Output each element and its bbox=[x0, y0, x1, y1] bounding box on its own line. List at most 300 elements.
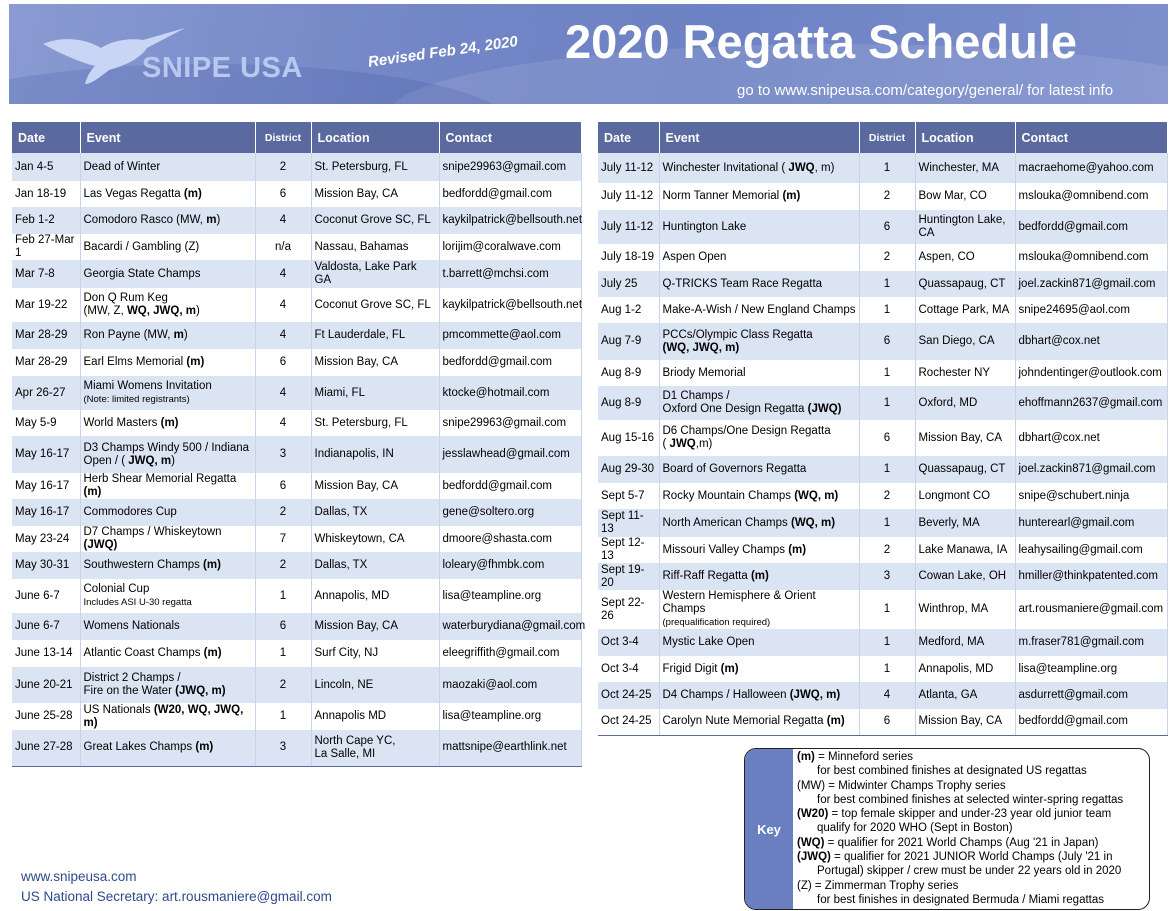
row-district: n/a bbox=[255, 234, 311, 260]
row-contact-email[interactable]: mattsnipe@earthlink.net bbox=[439, 730, 581, 766]
row-event bbox=[80, 579, 255, 613]
event-note: (Note: limited registrants) bbox=[83, 394, 190, 405]
row-contact-email[interactable]: loleary@fhmbk.com bbox=[439, 552, 581, 579]
event-tail: ) bbox=[195, 305, 200, 317]
row-contact-email[interactable]: dbhart@cox.net bbox=[1015, 323, 1167, 360]
table-row bbox=[12, 579, 581, 613]
table-row bbox=[12, 703, 581, 730]
table-row bbox=[598, 323, 1167, 360]
row-contact-email[interactable]: kaykilpatrick@bellsouth.net bbox=[439, 288, 581, 322]
event-name bbox=[84, 559, 252, 572]
key-line bbox=[797, 879, 1147, 893]
footer-url[interactable]: www.snipeusa.com bbox=[21, 869, 137, 884]
row-contact-email[interactable]: leahysailing@gmail.com bbox=[1015, 537, 1167, 563]
location-line: Aspen, CO bbox=[918, 251, 975, 263]
table-row bbox=[598, 590, 1167, 629]
row-contact-email[interactable]: snipe@schubert.ninja bbox=[1015, 483, 1167, 509]
location-line: Lake Manawa, IA bbox=[918, 543, 1008, 556]
row-event bbox=[659, 563, 859, 590]
table-row bbox=[12, 499, 581, 526]
row-date: Mar 28-29 bbox=[12, 322, 80, 349]
event-series: (WQ, m) bbox=[794, 489, 839, 502]
row-district: 4 bbox=[255, 207, 311, 234]
row-district: 1 bbox=[859, 360, 915, 386]
row-location bbox=[915, 656, 1015, 682]
row-event bbox=[80, 410, 255, 436]
key-line bbox=[797, 764, 1147, 778]
table-row bbox=[598, 537, 1167, 563]
row-location bbox=[915, 483, 1015, 509]
event-title: Rocky Mountain Champs bbox=[662, 489, 791, 502]
table-row bbox=[12, 288, 581, 322]
event-line2 bbox=[663, 403, 856, 416]
event-title: Missouri Valley Champs bbox=[662, 543, 785, 556]
row-event bbox=[80, 703, 255, 730]
event-name bbox=[84, 647, 252, 660]
row-date: May 5-9 bbox=[12, 410, 80, 436]
row-location bbox=[915, 297, 1015, 323]
location-line2: La Salle, MI bbox=[314, 747, 376, 760]
event-title: World Masters bbox=[83, 416, 158, 429]
event-series: (m) bbox=[782, 190, 801, 202]
event-tail: ,m) bbox=[695, 438, 713, 450]
row-district: 6 bbox=[859, 210, 915, 244]
key-line bbox=[797, 779, 1147, 793]
key-text: for best combined finishes at selected winter-spring regattas bbox=[817, 793, 1124, 806]
event-series: (m) bbox=[186, 356, 205, 368]
row-contact-email[interactable]: bedfordd@gmail.com bbox=[439, 181, 581, 207]
table-row bbox=[12, 234, 581, 260]
row-contact-email[interactable]: t.barrett@mchsi.com bbox=[439, 260, 581, 288]
event-name bbox=[663, 490, 856, 503]
row-contact-email[interactable]: joel.zackin871@gmail.com bbox=[1015, 271, 1167, 297]
location-line: Medford, MA bbox=[918, 636, 985, 648]
row-district: 2 bbox=[255, 153, 311, 181]
row-date: Oct 24-25 bbox=[598, 709, 659, 735]
event-series: (m) bbox=[83, 486, 102, 498]
event-name bbox=[84, 188, 252, 201]
row-event bbox=[659, 682, 859, 709]
row-contact-email[interactable]: lisa@teampline.org bbox=[1015, 656, 1167, 682]
row-date: May 16-17 bbox=[12, 436, 80, 473]
key-code: (m) bbox=[797, 751, 815, 763]
row-contact-email[interactable]: lorijim@coralwave.com bbox=[439, 234, 581, 260]
event-title: Herb Shear Memorial Regatta bbox=[83, 473, 237, 485]
location-line: Quassapaug, CT bbox=[918, 463, 1006, 475]
event-name bbox=[663, 221, 856, 234]
location-line: Cottage Park, MA bbox=[918, 303, 1010, 316]
row-location bbox=[311, 349, 439, 376]
row-contact-email[interactable]: jesslawhead@gmail.com bbox=[439, 436, 581, 473]
row-contact-email[interactable]: snipe29963@gmail.com bbox=[439, 153, 581, 181]
location-line: Huntington Lake, bbox=[918, 214, 1006, 226]
col-event-header: Event bbox=[659, 122, 859, 153]
event-name bbox=[84, 161, 252, 174]
row-district: 2 bbox=[859, 483, 915, 509]
row-date: Aug 7-9 bbox=[598, 323, 659, 360]
row-event bbox=[659, 420, 859, 456]
event-tail: , m) bbox=[814, 161, 835, 174]
event-line2-text: Oxford One Design Regatta bbox=[662, 403, 805, 415]
row-location bbox=[311, 730, 439, 766]
row-event bbox=[80, 376, 255, 410]
event-title: D7 Champs / Whiskeytown bbox=[83, 526, 222, 538]
key-line bbox=[797, 750, 1147, 764]
table-row bbox=[598, 709, 1167, 735]
event-series: (WQ, JWQ, m) bbox=[662, 341, 740, 354]
event-name bbox=[84, 473, 252, 499]
location-line: Oxford, MD bbox=[918, 396, 978, 409]
row-location bbox=[311, 552, 439, 579]
event-series: (m) bbox=[195, 741, 214, 754]
row-contact-email[interactable]: bedfordd@gmail.com bbox=[1015, 709, 1167, 735]
row-district: 2 bbox=[255, 552, 311, 579]
schedule-table-right bbox=[598, 122, 1168, 736]
table-row bbox=[598, 483, 1167, 509]
table-row bbox=[598, 210, 1167, 244]
col-location-header: Location bbox=[311, 122, 439, 153]
location-line: Mission Bay, CA bbox=[314, 356, 399, 368]
row-contact-email[interactable]: johndentinger@outlook.com bbox=[1015, 360, 1167, 386]
row-district: 1 bbox=[859, 456, 915, 483]
row-event bbox=[80, 288, 255, 322]
row-district: 1 bbox=[859, 629, 915, 656]
event-name bbox=[84, 292, 252, 305]
event-series: JWQ, m bbox=[128, 454, 172, 467]
row-event bbox=[80, 207, 255, 234]
row-contact-email[interactable]: hmiller@thinkpatented.com bbox=[1015, 563, 1167, 590]
event-title: D4 Champs / Halloween bbox=[662, 689, 787, 701]
event-name bbox=[84, 268, 252, 281]
row-contact-email[interactable]: maozaki@aol.com bbox=[439, 667, 581, 703]
event-title: Winchester Invitational ( bbox=[662, 161, 786, 174]
event-title: Miami Womens Invitation bbox=[83, 380, 212, 392]
key-line bbox=[797, 850, 1147, 864]
revised-date: Revised Feb 24, 2020 bbox=[367, 32, 519, 71]
row-location bbox=[915, 590, 1015, 629]
event-name bbox=[84, 741, 252, 754]
event-title: Commodores Cup bbox=[83, 506, 177, 518]
col-date-header: Date bbox=[598, 122, 659, 153]
event-title: US Nationals bbox=[83, 703, 151, 716]
row-district: 1 bbox=[255, 640, 311, 667]
row-event bbox=[659, 629, 859, 656]
event-name bbox=[663, 544, 856, 557]
key-text: = Midwinter Champs Trophy series bbox=[825, 779, 1006, 792]
location-line: Mission Bay, CA bbox=[314, 187, 399, 200]
row-contact-email[interactable]: mslouka@omnibend.com bbox=[1015, 183, 1167, 210]
event-title: North American Champs bbox=[662, 516, 788, 529]
table-row bbox=[598, 563, 1167, 590]
row-location bbox=[915, 210, 1015, 244]
row-contact-email[interactable]: eleegriffith@gmail.com bbox=[439, 640, 581, 667]
table-row bbox=[12, 376, 581, 410]
row-date: Oct 24-25 bbox=[598, 682, 659, 709]
location-line: Nassau, Bahamas bbox=[314, 240, 409, 253]
table-row bbox=[12, 322, 581, 349]
row-district: 1 bbox=[859, 271, 915, 297]
event-series: JWQ bbox=[669, 438, 696, 450]
event-series: m bbox=[173, 329, 184, 341]
event-name bbox=[84, 329, 252, 342]
location-line: Mission Bay, CA bbox=[918, 715, 1003, 728]
key-line bbox=[797, 793, 1147, 807]
event-tail: ) bbox=[171, 454, 175, 467]
row-contact-email[interactable]: dmoore@shasta.com bbox=[439, 526, 581, 552]
row-date: July 11-12 bbox=[598, 183, 659, 210]
row-event bbox=[80, 730, 255, 766]
row-contact-email[interactable]: snipe29963@gmail.com bbox=[439, 410, 581, 436]
row-location bbox=[311, 260, 439, 288]
row-event bbox=[80, 349, 255, 376]
row-event bbox=[80, 552, 255, 579]
key-text: = Zimmerman Trophy series bbox=[811, 879, 959, 892]
table-row bbox=[598, 456, 1167, 483]
row-contact-email[interactable]: waterburydiana@gmail.com bbox=[439, 613, 581, 640]
event-title: Georgia State Champs bbox=[83, 267, 201, 280]
event-name bbox=[663, 304, 856, 317]
location-line: Whiskeytown, CA bbox=[314, 532, 405, 545]
row-event bbox=[659, 244, 859, 271]
table-row bbox=[598, 656, 1167, 682]
event-name bbox=[663, 663, 856, 676]
event-line2-text: (MW, Z, bbox=[83, 305, 124, 317]
row-event bbox=[659, 656, 859, 682]
row-district: 1 bbox=[859, 656, 915, 682]
event-series: (m) bbox=[160, 416, 179, 429]
location-line: Dallas, TX bbox=[314, 559, 368, 571]
row-district: 6 bbox=[859, 420, 915, 456]
row-date: July 18-19 bbox=[598, 244, 659, 271]
row-date: May 16-17 bbox=[12, 499, 80, 526]
row-contact-email[interactable]: bedfordd@gmail.com bbox=[439, 473, 581, 499]
row-contact-email[interactable]: bedfordd@gmail.com bbox=[1015, 210, 1167, 244]
row-contact-email[interactable]: dbhart@cox.net bbox=[1015, 420, 1167, 456]
location-line: Quassapaug, CT bbox=[918, 277, 1006, 290]
location-line: Mission Bay, CA bbox=[314, 479, 399, 492]
row-district: 2 bbox=[859, 183, 915, 210]
row-location bbox=[311, 234, 439, 260]
row-district: 4 bbox=[859, 682, 915, 709]
event-series: JWQ bbox=[788, 161, 815, 174]
row-event bbox=[659, 537, 859, 563]
key-line bbox=[797, 893, 1147, 907]
row-district: 2 bbox=[255, 667, 311, 703]
row-location bbox=[311, 640, 439, 667]
event-title: Briody Memorial bbox=[662, 366, 746, 379]
event-line2 bbox=[663, 342, 856, 355]
row-location bbox=[915, 682, 1015, 709]
col-location-header: Location bbox=[915, 122, 1015, 153]
row-contact-email[interactable]: bedfordd@gmail.com bbox=[439, 349, 581, 376]
event-title: Mystic Lake Open bbox=[662, 636, 755, 648]
location-line: Annapolis MD bbox=[314, 710, 387, 722]
event-series: (JWQ) bbox=[83, 539, 118, 551]
row-contact-email[interactable]: m.fraser781@gmail.com bbox=[1015, 629, 1167, 656]
row-date: June 6-7 bbox=[12, 579, 80, 613]
key-line bbox=[797, 836, 1147, 850]
row-location bbox=[915, 509, 1015, 537]
event-series: (m) bbox=[203, 647, 222, 659]
row-district: 2 bbox=[255, 499, 311, 526]
location-line: St. Petersburg, FL bbox=[314, 160, 408, 173]
event-title: D1 Champs / bbox=[662, 390, 730, 402]
event-title: Southwestern Champs bbox=[83, 559, 200, 571]
row-location bbox=[311, 667, 439, 703]
row-contact-email[interactable]: asdurrett@gmail.com bbox=[1015, 682, 1167, 709]
row-event bbox=[659, 323, 859, 360]
key-body bbox=[797, 750, 1147, 907]
event-title: D3 Champs Windy 500 / Indiana bbox=[83, 441, 250, 454]
row-date: Aug 8-9 bbox=[598, 386, 659, 420]
row-location bbox=[915, 360, 1015, 386]
row-contact-email[interactable]: hunterearl@gmail.com bbox=[1015, 509, 1167, 537]
event-title: D6 Champs/One Design Regatta bbox=[662, 425, 831, 437]
event-name bbox=[663, 251, 856, 264]
row-district: 6 bbox=[255, 613, 311, 640]
location-line: Winchester, MA bbox=[918, 161, 1000, 174]
row-event bbox=[80, 181, 255, 207]
key-text: = Minneford series bbox=[814, 751, 914, 763]
table-row bbox=[598, 153, 1167, 183]
key-label: Key bbox=[745, 749, 793, 909]
event-series: (m) bbox=[203, 559, 221, 571]
col-date-header: Date bbox=[12, 122, 80, 153]
event-name bbox=[663, 463, 856, 476]
event-title: PCCs/Olympic Class Regatta bbox=[662, 328, 813, 341]
row-date: June 25-28 bbox=[12, 703, 80, 730]
location-line: Bow Mar, CO bbox=[918, 190, 987, 202]
event-name bbox=[84, 672, 252, 685]
row-contact-email[interactable]: ktocke@hotmail.com bbox=[439, 376, 581, 410]
row-date: June 13-14 bbox=[12, 640, 80, 667]
event-title: Womens Nationals bbox=[83, 620, 180, 632]
event-series: (JWQ) bbox=[807, 403, 842, 415]
table-header-row bbox=[598, 122, 1167, 153]
row-date: Apr 26-27 bbox=[12, 376, 80, 410]
key-text: Portugal) skipper / crew must be under 22 years old in 2020 bbox=[817, 865, 1122, 878]
event-title: Earl Elms Memorial bbox=[83, 356, 184, 368]
location-line: Winthrop, MA bbox=[918, 603, 989, 615]
row-date: Feb 27-Mar 1 bbox=[12, 234, 80, 260]
row-contact-email[interactable]: kaykilpatrick@bellsouth.net bbox=[439, 207, 581, 234]
row-date: Aug 29-30 bbox=[598, 456, 659, 483]
row-event bbox=[80, 234, 255, 260]
key-text: = qualifier for 2021 JUNIOR World Champs (July '21 in bbox=[830, 851, 1113, 864]
event-title: Comodoro Rasco (MW, bbox=[83, 214, 204, 226]
row-location bbox=[915, 456, 1015, 483]
row-district: 4 bbox=[255, 410, 311, 436]
row-contact-email[interactable]: snipe24695@aol.com bbox=[1015, 297, 1167, 323]
row-event bbox=[659, 360, 859, 386]
row-district: 6 bbox=[255, 473, 311, 499]
event-note: Includes ASI U-30 regatta bbox=[83, 597, 192, 608]
event-title: Colonial Cup bbox=[83, 583, 150, 595]
event-title: Western Hemisphere & Orient Champs bbox=[662, 590, 816, 615]
row-event bbox=[659, 153, 859, 183]
row-location bbox=[311, 703, 439, 730]
row-location bbox=[311, 376, 439, 410]
event-title: Las Vegas Regatta bbox=[83, 187, 181, 200]
schedule-table-left bbox=[12, 122, 586, 767]
row-location bbox=[311, 526, 439, 552]
row-date: Mar 7-8 bbox=[12, 260, 80, 288]
latest-info-note: go to www.snipeusa.com/category/general/ for latest info bbox=[737, 82, 1114, 99]
key-text: qualify for 2020 WHO (Sept in Boston) bbox=[817, 822, 1013, 835]
row-date: June 20-21 bbox=[12, 667, 80, 703]
location-line: Cowan Lake, OH bbox=[918, 570, 1007, 582]
row-event bbox=[80, 436, 255, 473]
row-event bbox=[80, 613, 255, 640]
event-name bbox=[84, 620, 252, 633]
event-name bbox=[663, 190, 856, 203]
table-row bbox=[12, 410, 581, 436]
key-code: (MW) bbox=[797, 779, 826, 792]
location-line: Longmont CO bbox=[918, 489, 991, 502]
event-series: (m) bbox=[750, 570, 769, 582]
row-date: May 23-24 bbox=[12, 526, 80, 552]
key-line bbox=[797, 807, 1147, 821]
event-name bbox=[663, 329, 856, 342]
event-name bbox=[663, 715, 856, 728]
location-line: Valdosta, Lake Park GA bbox=[314, 261, 417, 286]
row-location bbox=[311, 613, 439, 640]
event-title: Ron Payne (MW, bbox=[83, 329, 171, 341]
row-contact-email[interactable]: ehoffmann2637@gmail.com bbox=[1015, 386, 1167, 420]
row-location bbox=[915, 563, 1015, 590]
event-series: (m) bbox=[826, 715, 845, 728]
row-event bbox=[80, 153, 255, 181]
event-name bbox=[663, 590, 856, 616]
row-date: June 27-28 bbox=[12, 730, 80, 766]
table-row bbox=[598, 297, 1167, 323]
row-date: Sept 22-26 bbox=[598, 590, 659, 629]
table-row bbox=[12, 260, 581, 288]
row-contact-email[interactable]: gene@soltero.org bbox=[439, 499, 581, 526]
row-location bbox=[311, 579, 439, 613]
row-contact-email[interactable]: art.rousmaniere@gmail.com bbox=[1015, 590, 1167, 629]
row-contact-email[interactable]: macraehome@yahoo.com bbox=[1015, 153, 1167, 183]
col-event-header: Event bbox=[80, 122, 255, 153]
table-row bbox=[598, 629, 1167, 656]
row-district: 3 bbox=[255, 730, 311, 766]
table-row bbox=[598, 271, 1167, 297]
row-district: 2 bbox=[859, 537, 915, 563]
row-event bbox=[659, 509, 859, 537]
row-contact-email[interactable]: lisa@teampline.org bbox=[439, 703, 581, 730]
row-district: 6 bbox=[255, 349, 311, 376]
event-title: Atlantic Coast Champs bbox=[83, 647, 201, 659]
row-location bbox=[311, 410, 439, 436]
row-date: Feb 1-2 bbox=[12, 207, 80, 234]
row-contact-email[interactable]: mslouka@omnibend.com bbox=[1015, 244, 1167, 271]
event-name bbox=[663, 570, 856, 583]
table-row bbox=[12, 613, 581, 640]
row-contact-email[interactable]: joel.zackin871@gmail.com bbox=[1015, 456, 1167, 483]
row-event bbox=[80, 499, 255, 526]
page-title: 2020 Regatta Schedule bbox=[565, 15, 1077, 68]
row-date: Jan 4-5 bbox=[12, 153, 80, 181]
location-line2: CA bbox=[918, 227, 935, 239]
table-row bbox=[12, 207, 581, 234]
row-location bbox=[915, 709, 1015, 735]
row-contact-email[interactable]: pmcommette@aol.com bbox=[439, 322, 581, 349]
row-location bbox=[311, 181, 439, 207]
table-row bbox=[598, 682, 1167, 709]
col-contact-header: Contact bbox=[1015, 122, 1167, 153]
row-contact-email[interactable]: lisa@teampline.org bbox=[439, 579, 581, 613]
location-line: North Cape YC, bbox=[314, 734, 396, 747]
